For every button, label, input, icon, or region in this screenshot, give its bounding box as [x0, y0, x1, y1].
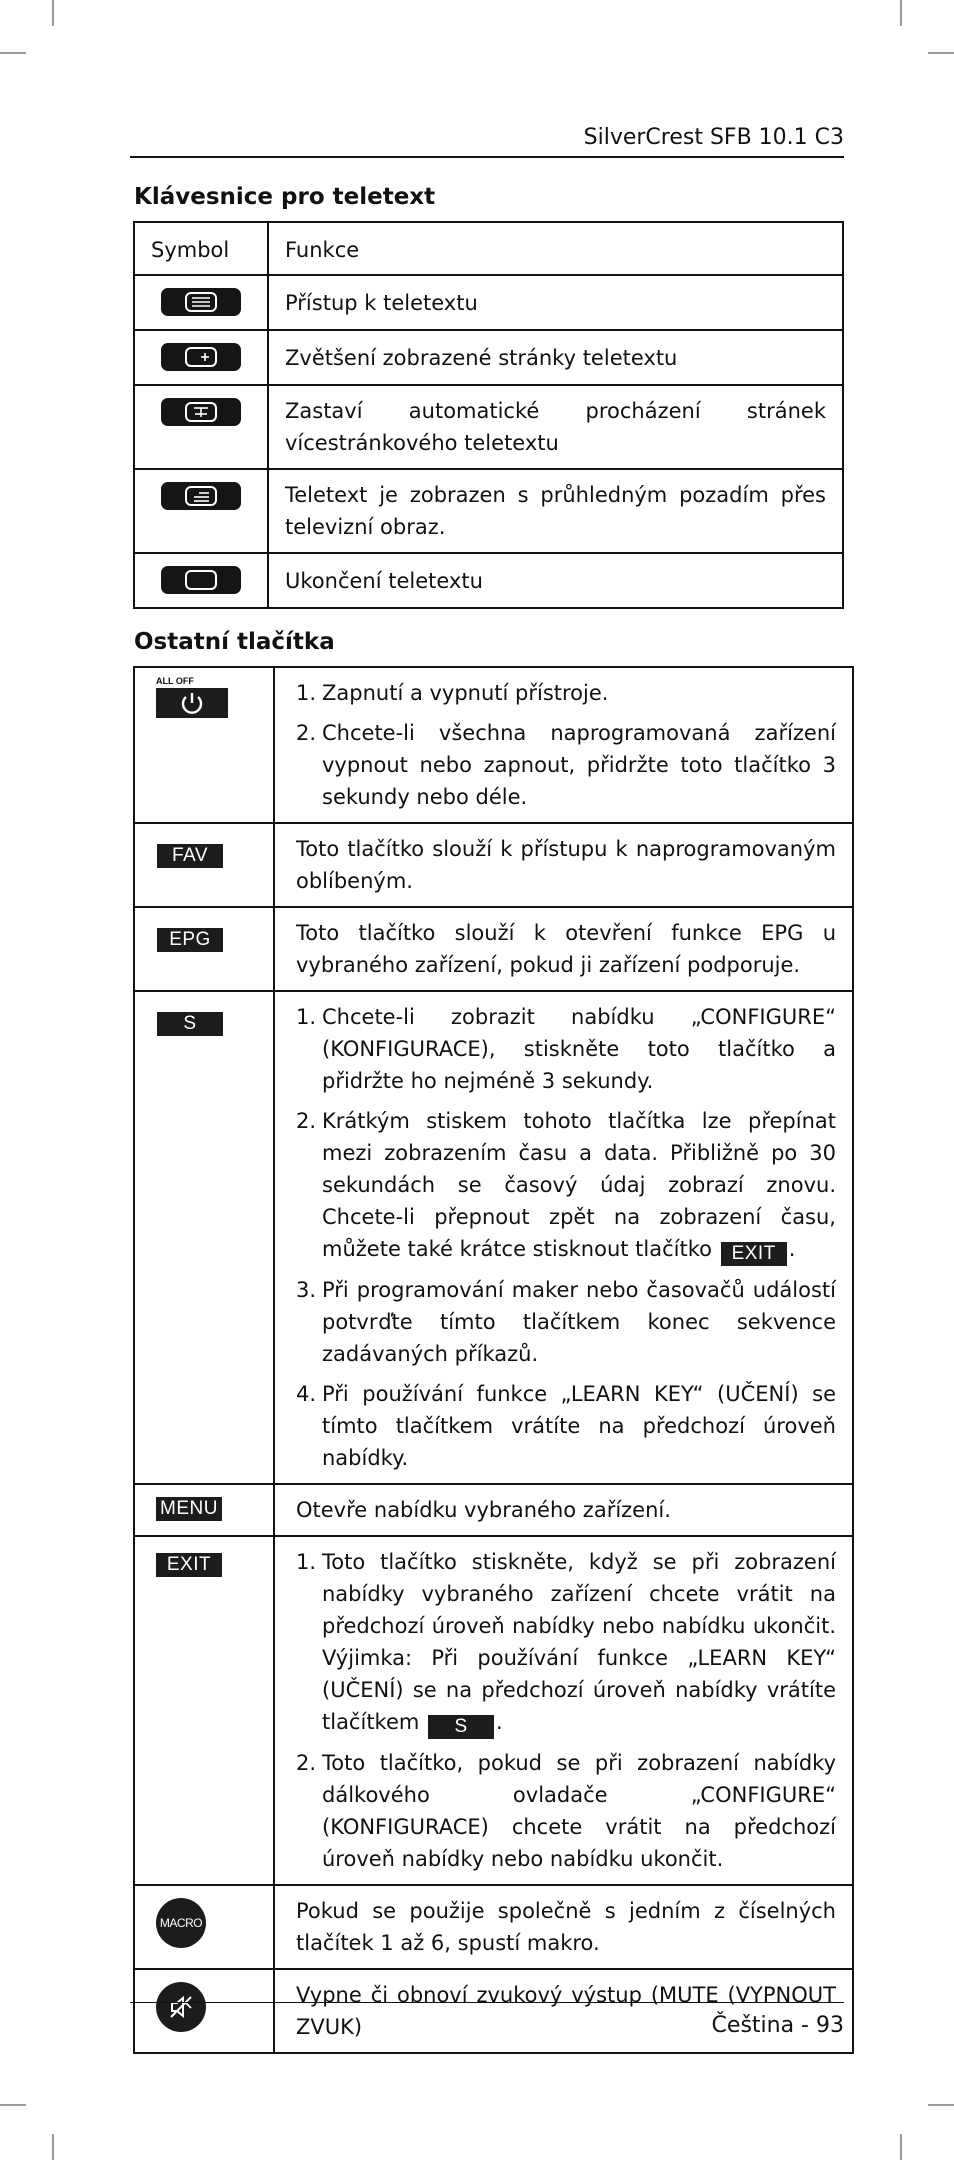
- symbol-cell: [134, 553, 268, 608]
- teletext-keys-table: [133, 221, 844, 609]
- function-cell: Toto tlačítko slouží k přístupu k naprogramovaným oblíbeným.: [274, 823, 853, 907]
- teletext-icon: [161, 288, 241, 316]
- column-header-symbol: Symbol: [134, 222, 268, 275]
- s-key-inline: S: [428, 1715, 494, 1739]
- fav-key-label: FAV: [157, 844, 223, 868]
- function-cell: Přístup k teletextu: [268, 275, 843, 330]
- symbol-cell: [134, 330, 268, 385]
- crop-mark: [52, 2134, 54, 2160]
- table-row: [134, 275, 843, 330]
- macro-key: [156, 1898, 206, 1948]
- symbol-cell: [134, 1484, 274, 1536]
- table-row: [134, 823, 853, 907]
- document-title: SilverCrest SFB 10.1 C3: [583, 125, 844, 150]
- table-row: [134, 1885, 853, 1969]
- crop-mark: [0, 52, 26, 54]
- table-row: [134, 991, 853, 1484]
- list-item: 3. Při programování maker nebo časovačů událostí potvrďte tímto tlačítkem konec sekvence zadávaných příkazů.: [296, 1278, 836, 1366]
- section-title-other-keys: Ostatní tlačítka: [134, 629, 335, 655]
- crop-mark: [0, 2104, 26, 2106]
- list-item: 2. Toto tlačítko, pokud se při zobrazení nabídky dálkového ovladače „CONFIGURE“ (KONFIGURACE) chcete vrátit na předchozí úroveň nabídky nebo nabídku ukončit.: [296, 1751, 836, 1871]
- table-row: [134, 469, 843, 553]
- crop-mark: [52, 0, 54, 26]
- table-row: [134, 667, 853, 823]
- teletext-mix-icon: [161, 482, 241, 510]
- teletext-enlarge-icon: [161, 343, 241, 371]
- epg-key-label: EPG: [157, 928, 223, 952]
- function-cell: Teletext je zobrazen s průhledným pozadím přes televizní obraz.: [268, 469, 843, 553]
- other-keys-table: [133, 666, 854, 2054]
- page-number: Čeština - 93: [711, 2013, 844, 2038]
- symbol-cell: [134, 469, 268, 553]
- teletext-hold-icon: [161, 398, 241, 426]
- table-row: [134, 385, 843, 469]
- s-key-label: S: [157, 1012, 223, 1036]
- numbered-list: [296, 677, 836, 813]
- table-row: [134, 1536, 853, 1885]
- section-title-teletext: Klávesnice pro teletext: [134, 184, 436, 210]
- list-item: 2. Chcete-li všechna naprogramovaná zařízení vypnout nebo zapnout, přidržte toto tlačítko 3 sekundy nebo déle.: [296, 721, 836, 809]
- table-row: [134, 907, 853, 991]
- numbered-list: [296, 1546, 836, 1875]
- list-item: 2. Krátkým stiskem tohoto tlačítka lze přepínat mezi zobrazením času a data. Přibližně po 30 sekundách se časový údaj zobrazí znovu. Chcete-li přepnout zpět na zobrazení času, můžete také krátce stisknout tlačítko EXIT .: [296, 1109, 836, 1264]
- symbol-cell: [134, 823, 274, 907]
- crop-mark: [928, 2104, 954, 2106]
- exit-key-label: EXIT: [156, 1553, 222, 1577]
- function-cell: Otevře nabídku vybraného zařízení.: [274, 1484, 853, 1536]
- teletext-exit-icon: [161, 566, 241, 594]
- table-row: [134, 330, 843, 385]
- menu-key-label: MENU: [156, 1497, 222, 1521]
- function-cell: Toto tlačítko slouží k otevření funkce EPG u vybraného zařízení, pokud ji zařízení podporuje.: [274, 907, 853, 991]
- function-cell: [274, 991, 853, 1484]
- function-cell: Vypne či obnoví zvukový výstup (MUTE (VYPNOUT ZVUK): [274, 1969, 853, 2053]
- symbol-cell: [134, 667, 274, 823]
- symbol-cell: [134, 275, 268, 330]
- page-footer: [130, 2002, 844, 2039]
- table-header-row: [134, 222, 843, 275]
- symbol-cell: [134, 991, 274, 1484]
- power-icon: [156, 688, 228, 718]
- symbol-cell: [134, 1885, 274, 1969]
- symbol-cell: [134, 1536, 274, 1885]
- crop-mark: [928, 52, 954, 54]
- table-row: [134, 1484, 853, 1536]
- column-header-function: Funkce: [268, 222, 843, 275]
- page-header: [130, 120, 844, 158]
- function-cell: [274, 667, 853, 823]
- numbered-list: [296, 1001, 836, 1474]
- function-cell: [274, 1536, 853, 1885]
- list-item: 1. Zapnutí a vypnutí přístroje.: [296, 681, 609, 705]
- table-row: [134, 553, 843, 608]
- power-key: [156, 676, 228, 724]
- symbol-cell: [134, 385, 268, 469]
- function-cell: Zvětšení zobrazené stránky teletextu: [268, 330, 843, 385]
- list-item: 1. Chcete-li zobrazit nabídku „CONFIGURE“ (KONFIGURACE), stiskněte toto tlačítko a přidržte ho nejméně 3 sekundy.: [296, 1005, 836, 1093]
- list-item: 1. Toto tlačítko stiskněte, když se při zobrazení nabídky vybraného zařízení chcete vrátit na předchozí úroveň nabídky nebo nabídku ukončit. Výjimka: Při používání funkce „LEARN KEY“ (UČENÍ) se na předchozí úroveň nabídky vrátíte tlačítkem S .: [296, 1550, 836, 1737]
- function-cell: Pokud se použije společně s jedním z číselných tlačítek 1 až 6, spustí makro.: [274, 1885, 853, 1969]
- crop-mark: [900, 0, 902, 26]
- function-cell: Ukončení teletextu: [268, 553, 843, 608]
- function-cell: Zastaví automatické procházení stránek vícestránkového teletextu: [268, 385, 843, 469]
- list-item: 4. Při používání funkce „LEARN KEY“ (UČENÍ) se tímto tlačítkem vrátíte na předchozí úroveň nabídky.: [296, 1382, 836, 1470]
- all-off-caption: ALL OFF: [156, 676, 194, 686]
- crop-mark: [900, 2134, 902, 2160]
- macro-key-label: MACRO: [159, 1916, 203, 1930]
- symbol-cell: [134, 907, 274, 991]
- exit-key-inline: EXIT: [721, 1242, 787, 1266]
